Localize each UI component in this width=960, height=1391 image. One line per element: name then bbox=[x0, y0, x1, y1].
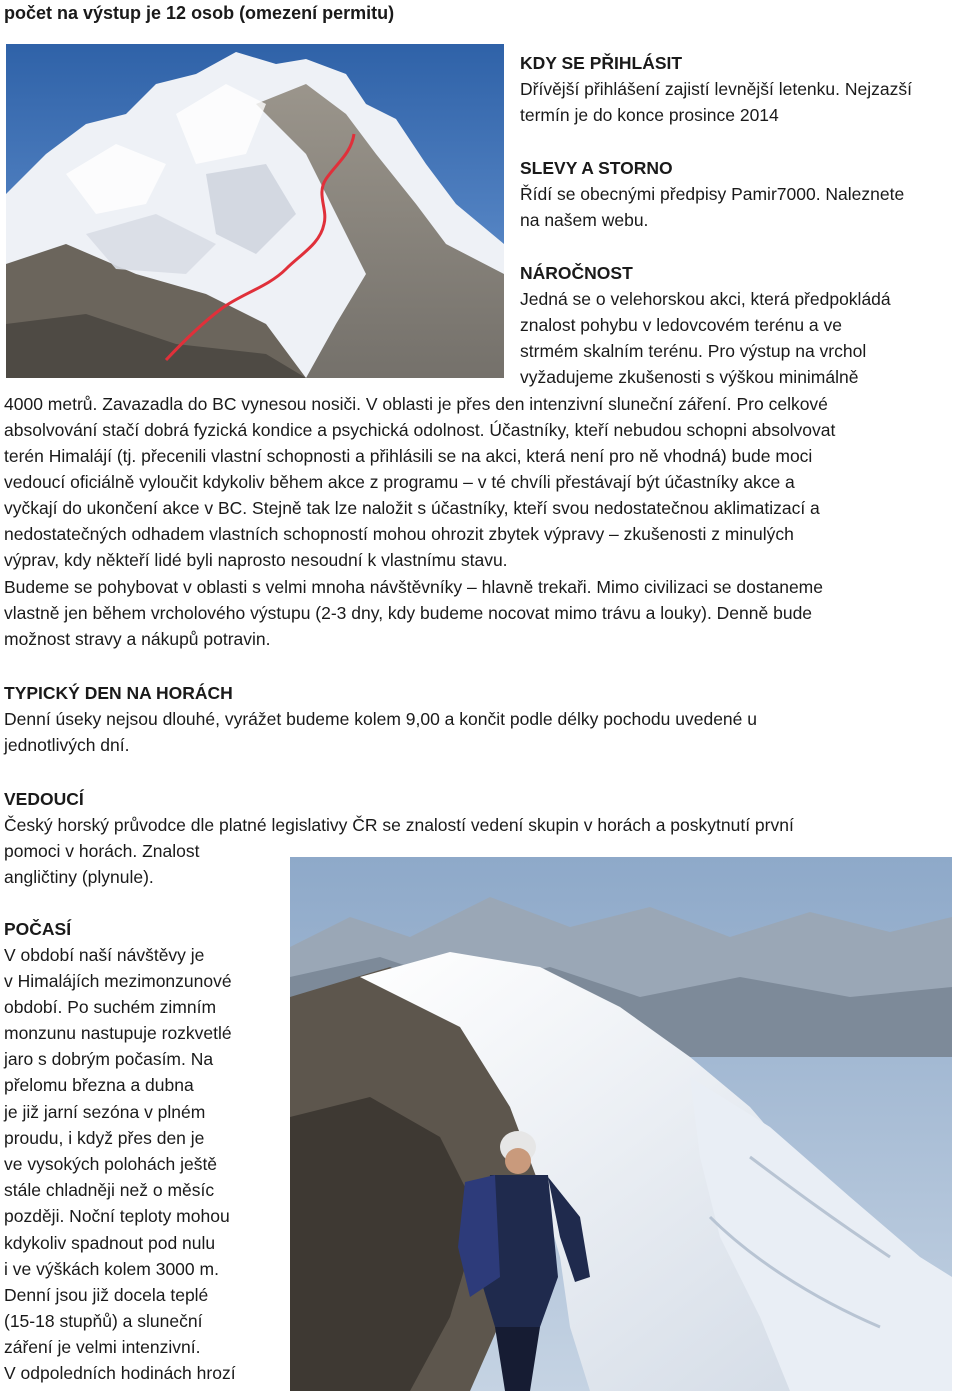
heading-typicky-den: TYPICKÝ DEN NA HORÁCH bbox=[4, 683, 233, 703]
narocnost-line-2: absolvování stačí dobrá fyzická kondice a psychická odolnost. Účastníky, kteří nebudou schopni absolvovat bbox=[4, 420, 836, 440]
pocasi-line-9: ve vysokých polohách ještě bbox=[4, 1154, 218, 1174]
narocnost-side-line-3: strmém skalním terénu. Pro výstup na vrchol bbox=[520, 341, 867, 361]
heading-vedouci: VEDOUCÍ bbox=[4, 789, 84, 809]
narocnost-line-7: výprav, kdy někteří lidé byli naprosto nesoudní k vlastnímu stavu. bbox=[4, 550, 508, 570]
permit-note: počet na výstup je 12 osob (omezení permitu) bbox=[4, 3, 395, 23]
narocnost-side-line-2: znalost pohybu v ledovcovém terénu a ve bbox=[520, 315, 842, 335]
heading-slevy-a-storno: SLEVY A STORNO bbox=[520, 158, 673, 178]
narocnost-line-8: Budeme se pohybovat v oblasti s velmi mnoha návštěvníky – hlavně trekaři. Mimo civilizaci se dostaneme bbox=[4, 577, 823, 597]
narocnost-side-line-4: vyžadujeme zkušenosti s výškou minimálně bbox=[520, 367, 859, 387]
kdy-line-1: Dřívější přihlášení zajistí levnější letenku. Nejzazší bbox=[520, 79, 912, 99]
slevy-line-2: na našem webu. bbox=[520, 210, 649, 230]
den-line-1: Denní úseky nejsou dlouhé, vyrážet budeme kolem 9,00 a končit podle délky pochodu uvedené u bbox=[4, 709, 757, 729]
snow-ridge-climber-photo bbox=[290, 857, 952, 1391]
pocasi-line-7: je již jarní sezóna v plném bbox=[4, 1102, 206, 1122]
mountain-route-photo bbox=[6, 44, 504, 378]
heading-kdy-se-prihlasit: KDY SE PŘIHLÁSIT bbox=[520, 53, 683, 73]
narocnost-line-5: vyčkají do ukončení akce v BC. Stejně tak lze naložit s účastníky, kteří svou nedostatečnou aklimatizací a bbox=[4, 498, 820, 518]
narocnost-line-1: 4000 metrů. Zavazadla do BC vynesou nosiči. V oblasti je přes den intenzivní sluneční záření. Pro celkové bbox=[4, 394, 828, 414]
pocasi-line-17: V odpoledních hodinách hrozí bbox=[4, 1363, 236, 1383]
pocasi-line-10: stále chladněji než o měsíc bbox=[4, 1180, 215, 1200]
vedouci-line-2: pomoci v horách. Znalost bbox=[4, 841, 200, 861]
pocasi-line-3: období. Po suchém zimním bbox=[4, 997, 217, 1017]
kdy-line-2: termín je do konce prosince 2014 bbox=[520, 105, 779, 125]
vedouci-line-1: Český horský průvodce dle platné legislativy ČR se znalostí vedení skupin v horách a poskytnutí první bbox=[4, 815, 794, 835]
vedouci-line-3: angličtiny (plynule). bbox=[4, 867, 154, 887]
narocnost-line-3: terén Himalájí (tj. přecenili vlastní schopnosti a přihlásili se na akci, která není pro ně vhodná) bude moci bbox=[4, 446, 813, 466]
pocasi-line-15: (15-18 stupňů) a sluneční bbox=[4, 1311, 203, 1331]
narocnost-side-line-1: Jedná se o velehorskou akci, která předpokládá bbox=[520, 289, 891, 309]
narocnost-line-4: vedoucí oficiálně vyloučit kdykoliv během akce z programu – v té chvíli přestávají být účastníky akce a bbox=[4, 472, 795, 492]
pocasi-line-12: kdykoliv spadnout pod nulu bbox=[4, 1233, 216, 1253]
pocasi-line-5: jaro s dobrým počasím. Na bbox=[4, 1049, 214, 1069]
pocasi-line-16: záření je velmi intenzivní. bbox=[4, 1337, 201, 1357]
pocasi-line-14: Denní jsou již docela teplé bbox=[4, 1285, 209, 1305]
narocnost-line-6: nedostatečných odhadem vlastních schopností mohou ohrozit zbytek výpravy – zkušenosti z minulých bbox=[4, 524, 794, 544]
pocasi-line-8: proudu, i když přes den je bbox=[4, 1128, 205, 1148]
den-line-2: jednotlivých dní. bbox=[4, 735, 130, 755]
heading-pocasi: POČASÍ bbox=[4, 919, 72, 939]
pocasi-line-13: i ve výškách kolem 3000 m. bbox=[4, 1259, 219, 1279]
pocasi-line-1: V období naší návštěvy je bbox=[4, 945, 205, 965]
pocasi-line-11: později. Noční teploty mohou bbox=[4, 1206, 230, 1226]
pocasi-line-2: v Himalájích mezimonzunové bbox=[4, 971, 232, 991]
narocnost-line-10: možnost stravy a nákupů potravin. bbox=[4, 629, 271, 649]
narocnost-line-9: vlastně jen během vrcholového výstupu (2-3 dny, kdy budeme nocovat mimo trávu a louky). Denně bude bbox=[4, 603, 813, 623]
heading-narocnost: NÁROČNOST bbox=[520, 263, 633, 283]
pocasi-line-6: přelomu března a dubna bbox=[4, 1075, 194, 1095]
pocasi-line-4: monzunu nastupuje rozkvetlé bbox=[4, 1023, 232, 1043]
slevy-line-1: Řídí se obecnými předpisy Pamir7000. Naleznete bbox=[520, 184, 905, 204]
